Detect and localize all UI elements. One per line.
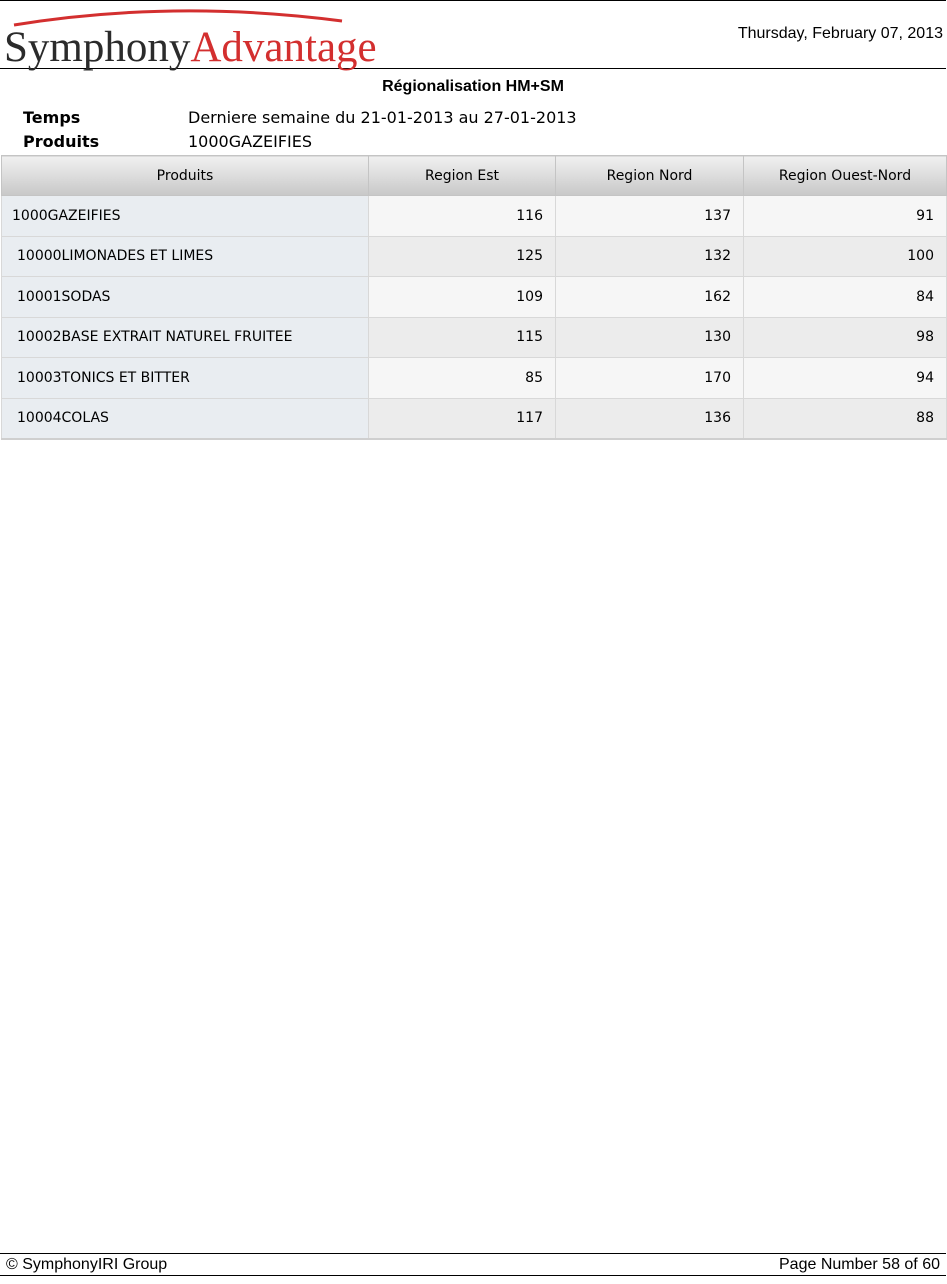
- value-cell: 94: [744, 358, 947, 399]
- table-row: [2, 236, 947, 277]
- value-cell: 125: [369, 236, 556, 277]
- value-cell: 116: [369, 196, 556, 237]
- symphony-advantage-logo: [4, 3, 377, 71]
- column-header-region-ouest-nord[interactable]: Region Ouest-Nord: [744, 156, 947, 196]
- regional-data-table: [1, 155, 947, 440]
- column-header-region-est[interactable]: Region Est: [369, 156, 556, 196]
- table-row: [2, 398, 947, 439]
- value-cell: 85: [369, 358, 556, 399]
- value-cell: 84: [744, 277, 947, 318]
- copyright-text: © SymphonyIRI Group: [6, 1256, 168, 1273]
- value-cell: 115: [369, 317, 556, 358]
- page-footer: [0, 1253, 946, 1276]
- page-header: [0, 0, 946, 69]
- value-cell: 130: [556, 317, 744, 358]
- filter-value: Derniere semaine du 21-01-2013 au 27-01-2013: [188, 108, 577, 127]
- value-cell: 170: [556, 358, 744, 399]
- product-cell: 10004COLAS: [2, 398, 369, 439]
- value-cell: 132: [556, 236, 744, 277]
- filter-value: 1000GAZEIFIES: [188, 132, 313, 151]
- column-header-produits[interactable]: Produits: [2, 156, 369, 196]
- table-row: [2, 317, 947, 358]
- value-cell: 117: [369, 398, 556, 439]
- column-header-region-nord[interactable]: Region Nord: [556, 156, 744, 196]
- value-cell: 136: [556, 398, 744, 439]
- table-header-row: [2, 156, 947, 196]
- page-number: Page Number 58 of 60: [779, 1256, 940, 1273]
- table-row: [2, 196, 947, 237]
- value-cell: 91: [744, 196, 947, 237]
- filter-label: Produits: [23, 132, 100, 151]
- report-date: Thursday, February 07, 2013: [737, 25, 943, 42]
- product-cell: 10000LIMONADES ET LIMES: [2, 236, 369, 277]
- report-title: Régionalisation HM+SM: [382, 78, 564, 95]
- value-cell: 109: [369, 277, 556, 318]
- value-cell: 137: [556, 196, 744, 237]
- value-cell: 100: [744, 236, 947, 277]
- product-cell: 10002BASE EXTRAIT NATUREL FRUITEE: [2, 317, 369, 358]
- table-row: [2, 277, 947, 318]
- product-cell: 10001SODAS: [2, 277, 369, 318]
- filter-label: Temps: [23, 108, 81, 127]
- product-cell: 10003TONICS ET BITTER: [2, 358, 369, 399]
- svg-text:SymphonyAdvantage: SymphonyAdvantage: [4, 24, 377, 71]
- value-cell: 88: [744, 398, 947, 439]
- value-cell: 162: [556, 277, 744, 318]
- value-cell: 98: [744, 317, 947, 358]
- table-row: [2, 358, 947, 399]
- product-cell: 1000GAZEIFIES: [2, 196, 369, 237]
